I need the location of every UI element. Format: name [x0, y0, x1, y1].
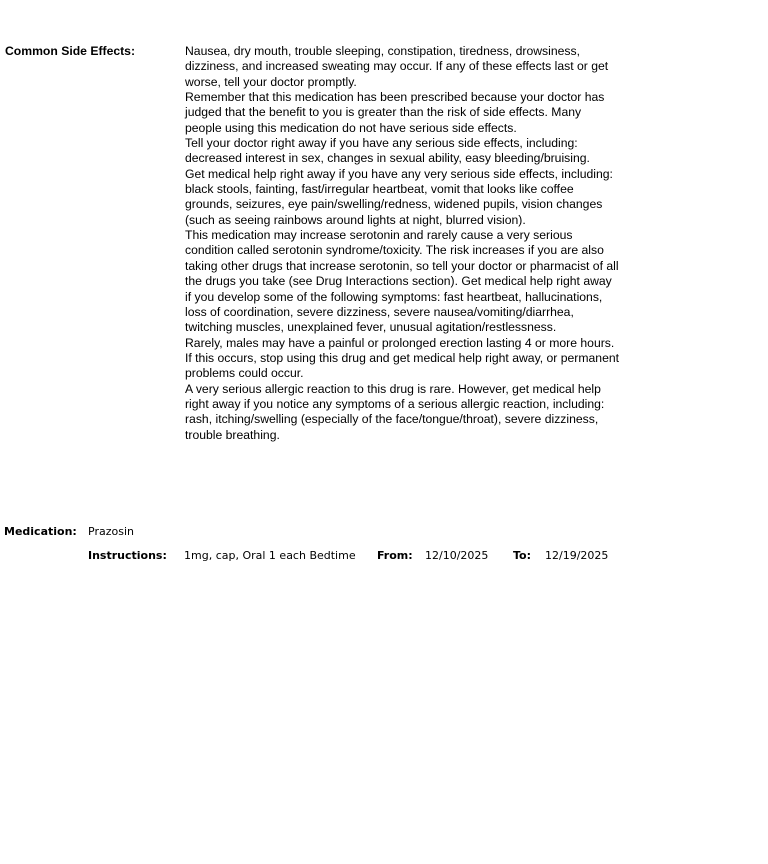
to-date: 12/19/2025 — [545, 549, 609, 562]
side-effect-paragraph: This medication may increase serotonin and rarely cause a very serious condition called serotonin syndrome/toxicity. The risk increases if you are also taking other drugs that increase serotonin, so tell your doctor or pharmacist of all the drugs you take (see Drug Interactions section). Get medical help right away if you develop some of the following symptoms: fast heartbeat, hallucinations, loss of coordination, severe dizziness, severe nausea/vomiting/diarrhea, twitching muscles, unexplained fever, unusual agitation/restlessness. — [185, 228, 619, 335]
medication-label: Medication: — [4, 525, 77, 538]
side-effect-paragraph: Nausea, dry mouth, trouble sleeping, constipation, tiredness, drowsiness, dizziness, and increased sweating may occur. If any of these effects last or get worse, tell your doctor promptly. — [185, 44, 609, 89]
side-effect-paragraph: A very serious allergic reaction to this drug is rare. However, get medical help right away if you notice any symptoms of a serious allergic reaction, including: rash, itching/swelling (especially of the face/tongue/throat), severe dizziness, trouble breathing. — [185, 381, 605, 442]
side-effects-label: Common Side Effects: — [5, 44, 136, 58]
instructions-value: 1mg, cap, Oral 1 each Bedtime — [184, 549, 356, 562]
medication-name: Prazosin — [88, 525, 134, 538]
side-effect-paragraph: Get medical help right away if you have any very serious side effects, including: black stools, fainting, fast/irregular heartbeat, vomit that looks like coffee grounds, seizures, eye pain/swelling/redness, widened pupils, vision changes (such as seeing rainbows around lights at night, blurred vision). — [185, 166, 613, 227]
from-label: From: — [377, 549, 413, 562]
side-effects-text — [185, 44, 621, 443]
from-date: 12/10/2025 — [425, 549, 489, 562]
to-label: To: — [513, 549, 531, 562]
side-effect-paragraph: Remember that this medication has been prescribed because your doctor has judged that the benefit to you is greater than the risk of side effects. Many people using this medication do not have serious side effects. — [185, 90, 605, 135]
instructions-label: Instructions: — [88, 549, 167, 562]
side-effect-paragraph: Tell your doctor right away if you have any serious side effects, including: decreased interest in sex, changes in sexual ability, easy bleeding/bruising. — [185, 136, 590, 166]
side-effect-paragraph: Rarely, males may have a painful or prolonged erection lasting 4 or more hours. If this occurs, stop using this drug and get medical help right away, or permanent problems could occur. — [185, 335, 620, 381]
